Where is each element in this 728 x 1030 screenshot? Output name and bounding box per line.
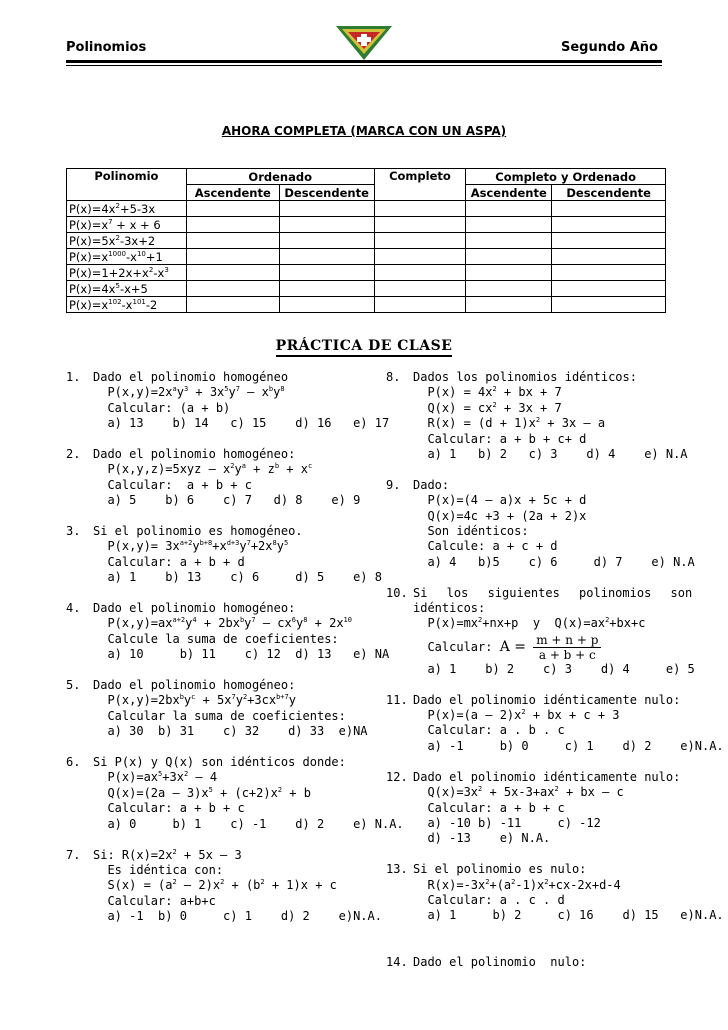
check-cell[interactable] xyxy=(279,249,374,265)
school-crest-logo xyxy=(334,22,394,62)
check-cell[interactable] xyxy=(552,217,666,233)
check-cell[interactable] xyxy=(374,265,466,281)
check-cell[interactable] xyxy=(466,201,552,217)
check-cell[interactable] xyxy=(552,265,666,281)
subheader-descendente: Descendente xyxy=(552,185,666,201)
header-rule xyxy=(66,60,662,66)
polynomial-cell: $P(x)=4x^5-x+5$ xyxy=(67,281,187,297)
table-row xyxy=(67,217,666,233)
check-cell[interactable] xyxy=(186,281,279,297)
table-row xyxy=(67,281,666,297)
check-cell[interactable] xyxy=(374,217,466,233)
subheader-ascendente: Ascendente xyxy=(186,185,279,201)
check-cell[interactable] xyxy=(552,233,666,249)
check-cell[interactable] xyxy=(466,265,552,281)
check-cell[interactable] xyxy=(374,249,466,265)
check-cell[interactable] xyxy=(466,217,552,233)
check-cell[interactable] xyxy=(279,201,374,217)
problem-10: 10. Si los siguientes polinomios son idénticos: $P(x)=mx^2+nx+p$ y $Q(x)=ax^2+bx+c$ Calcular: A = $\frac{m + n + p}{a + b + c}$ a) 1 b) 2 c) 3 d) 4 e) 5 xyxy=(386,585,695,676)
check-cell[interactable] xyxy=(374,297,466,313)
check-cell[interactable] xyxy=(466,249,552,265)
table-row xyxy=(67,265,666,281)
header-title: Polinomios xyxy=(66,40,147,55)
header-polinomio: Polinomio xyxy=(67,169,187,201)
check-cell[interactable] xyxy=(186,297,279,313)
check-cell[interactable] xyxy=(374,281,466,297)
problem-3: 3. Si el polinomio es homogéneo. $P(x,y)= 3x^{a+2}y^{b+8}+x^{d+3}y^7+2x^8y^5$ Calcular: a + b + d a) 1 b) 13 c) 6 d) 5 e) 8 xyxy=(66,524,382,585)
header-grade: Segundo Año xyxy=(560,40,658,55)
subheader-ascendente: Ascendente xyxy=(466,185,552,201)
check-cell[interactable] xyxy=(466,281,552,297)
check-cell[interactable] xyxy=(186,233,279,249)
table-row xyxy=(67,233,666,249)
check-cell[interactable] xyxy=(279,217,374,233)
check-cell[interactable] xyxy=(374,233,466,249)
polynomial-cell: $P(x)=x^7 + x + 6$ xyxy=(67,217,187,233)
problem-8: 8. Dados los polinomios idénticos: $P(x) = 4x^2$ + bx + 7 $Q(x) = cx^2 + 3x + 7$ $R(x) = (d + 1)x^2 + 3x - a$ Calcular: a + b + c+ d a) 1 b) 2 c) 3 d) 4 e) N.A xyxy=(386,370,688,462)
table-row xyxy=(67,297,666,313)
check-cell[interactable] xyxy=(186,265,279,281)
problem-1: 1. Dado el polinomio homogéneo $P(x,y)=2x^ay^3 + 3x^5y^7 - x^by^8$ Calcular: (a + b) a) 13 b) 14 c) 15 d) 16 e) 17 xyxy=(66,370,390,431)
section-title: PRÁCTICA DE CLASE xyxy=(0,338,728,354)
table-row xyxy=(67,249,666,265)
polynomial-cell: $P(x)=x^{102}-x^{101}-2$ xyxy=(67,297,187,313)
problem-2: 2. Dado el polinomio homogéneo: $P(x,y,z)=5xyz - x^2y^a + z^b + x^c$ Calcular: a + b + c a) 5 b) 6 c) 7 d) 8 e) 9 xyxy=(66,447,361,508)
check-cell[interactable] xyxy=(279,297,374,313)
polynomial-cell: $P(x)=4x^2+5-3x$ xyxy=(67,201,187,217)
check-cell[interactable] xyxy=(186,217,279,233)
polynomial-cell: $P(x)=1+2x+x^2-x^3$ xyxy=(67,265,187,281)
table-row xyxy=(67,201,666,217)
problem-9: 9. Dado: P(x)=(4 – a)x + 5c + d Q(x)=4c +3 + (2a + 2)x Son idénticos: Calcule: a + c + d a) 4 b)5 c) 6 d) 7 e) N.A xyxy=(386,477,695,569)
check-cell[interactable] xyxy=(466,233,552,249)
problem-7: 7. Si: $R(x)=2x^2 + 5x - 3$ Es idéntica con: $S(x) = (a^2 - 2)x^2 + (b^2 + 1)x + c$ Calcular: a+b+c a) -1 b) 0 c) 1 d) 2 e)N.A. xyxy=(66,847,382,924)
check-cell[interactable] xyxy=(552,281,666,297)
problem-11: 11. Dado el polinomio idénticamente nulo: $P(x)=(a - 2)x^2$ + bx + c + 3 Calcular: a . b . c a) -1 b) 0 c) 1 d) 2 e)N.A. xyxy=(386,692,724,753)
problem-4: 4. Dado el polinomio homogéneo: $P(x,y)=ax^{a+2}y^4 + 2bx^by^7 - cx^6y^8 + 2x^{10}$ Calcule la suma de coeficientes: a) 10 b) 11 c) 12 d) 13 e) NA xyxy=(66,601,390,662)
check-cell[interactable] xyxy=(552,249,666,265)
subheader-descendente: Descendente xyxy=(279,185,374,201)
check-cell[interactable] xyxy=(466,297,552,313)
problem-6: 6. Si P(x) y Q(x) son idénticos donde: $P(x)=ax^5+3x^2 - 4$ $Q(x)=(2a - 3)x^5 + (c+2)x^2 + b$ Calcular: a + b + c a) 0 b) 1 c) -1 d) 2 e) N.A. xyxy=(66,755,404,831)
polynomial-cell: $P(x)=x^{1000}-x^{10}+1$ xyxy=(67,249,187,265)
problem-14: 14. Dado el polinomio nulo: xyxy=(386,954,587,969)
problems-right-column xyxy=(386,370,724,970)
check-cell[interactable] xyxy=(279,233,374,249)
check-cell[interactable] xyxy=(279,265,374,281)
problems-left-column xyxy=(66,370,404,925)
check-cell[interactable] xyxy=(374,201,466,217)
check-cell[interactable] xyxy=(279,281,374,297)
header-completo: Completo xyxy=(374,169,466,201)
header-completo-ordenado: Completo y Ordenado xyxy=(466,169,666,185)
polynomial-cell: $P(x)=5x^2-3x+2$ xyxy=(67,233,187,249)
check-cell[interactable] xyxy=(552,297,666,313)
classification-table xyxy=(66,168,666,313)
table-header-row xyxy=(67,169,666,185)
problem-5: 5. Dado el polinomio homogéneo: $P(x,y)=2bx^by^c + 5x^7y^2+3cx^{b+7}y$ Calcular la suma de coeficientes: a) 30 b) 31 c) 32 d) 33 e)NA xyxy=(66,678,368,739)
problem-12: 12. Dado el polinomio idénticamente nulo: $Q(x)=3x^2 + 5x-3+ax^2$ + bx – c Calcular: a + b + c a) -10 b) -11 c) -12 d) -13 e) N.A. xyxy=(386,769,681,846)
problem-13: 13. Si el polinomio es nulo: $R(x)=-3x^2+(a^2-1)x^2+cx-2x+d-4$ Calcular: a . c . d a) 1 b) 2 c) 16 d) 15 e)N.A. xyxy=(386,862,724,923)
check-cell[interactable] xyxy=(186,249,279,265)
header-ordenado: Ordenado xyxy=(186,169,374,185)
check-cell[interactable] xyxy=(186,201,279,217)
exercise-instruction: AHORA COMPLETA (MARCA CON UN ASPA) xyxy=(221,124,507,138)
check-cell[interactable] xyxy=(552,201,666,217)
